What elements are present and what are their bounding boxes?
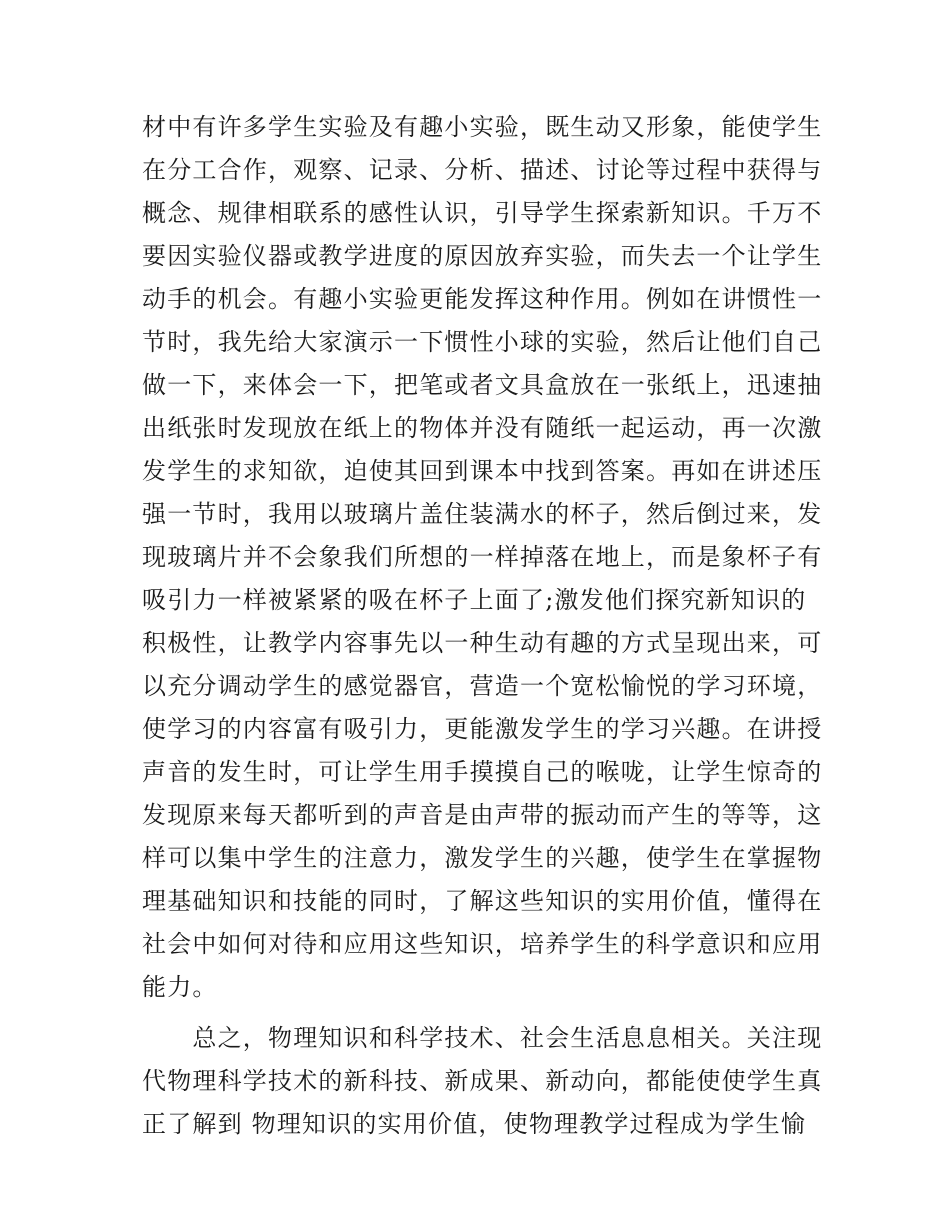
text-line: 样可以集中学生的注意力，激发学生的兴趣，使学生在掌握物: [142, 844, 823, 872]
text-line: 吸引力一样被紧紧的吸在杯子上面了;激发他们探究新知识的: [142, 586, 807, 614]
text-line: 以充分调动学生的感觉器官，营造一个宽松愉悦的学习环境，: [142, 672, 823, 700]
text-line: 出纸张时发现放在纸上的物体并没有随纸一起运动，再一次激: [142, 414, 823, 442]
text-line: 动手的机会。有趣小实验更能发挥这种作用。例如在讲惯性一: [142, 285, 823, 313]
text-line: 发学生的求知欲，迫使其回到课本中找到答案。再如在讲述压: [142, 457, 823, 485]
text-line: 社会中如何对待和应用这些知识，培养学生的科学意识和应用: [142, 930, 823, 958]
text-line: 强一节时，我用以玻璃片盖住装满水的杯子，然后倒过来，发: [142, 500, 823, 528]
text-line: 材中有许多学生实验及有趣小实验，既生动又形象，能使学生: [142, 113, 823, 141]
body-text: [142, 106, 822, 1146]
text-line: 声音的发生时，可让学生用手摸摸自己的喉咙，让学生惊奇的: [142, 758, 823, 786]
text-line: 在分工合作，观察、记录、分析、描述、讨论等过程中获得与: [142, 156, 823, 184]
text-line: 使学习的内容富有吸引力，更能激发学生的学习兴趣。在讲授: [142, 715, 823, 743]
text-line: 理基础知识和技能的同时，了解这些知识的实用价值，懂得在: [142, 887, 823, 915]
text-line: 做一下，来体会一下，把笔或者文具盒放在一张纸上，迅速抽: [142, 371, 823, 399]
text-line: 正了解到 物理知识的实用价值，使物理教学过程成为学生愉: [142, 1110, 807, 1138]
text-line: 现玻璃片并不会象我们所想的一样掉落在地上，而是象杯子有: [142, 543, 823, 571]
text-line: 要因实验仪器或教学进度的原因放弃实验，而失去一个让学生: [142, 242, 823, 270]
text-line: 代物理科学技术的新科技、新成果、新动向，都能使使学生真: [142, 1067, 823, 1095]
text-line: 积极性，让教学内容事先以一种生动有趣的方式呈现出来，可: [142, 629, 823, 657]
text-line: 发现原来每天都听到的声音是由声带的振动而产生的等等，这: [142, 801, 823, 829]
text-line: 概念、规律相联系的感性认识，引导学生探索新知识。千万不: [142, 199, 823, 227]
paragraph-1: [142, 106, 822, 1009]
paragraph-2: [142, 1017, 822, 1146]
text-line: 总之，物理知识和科学技术、社会生活息息相关。关注现: [142, 1024, 823, 1052]
text-line: 节时，我先给大家演示一下惯性小球的实验，然后让他们自己: [142, 328, 823, 356]
text-line: 能力。: [142, 973, 218, 1001]
paragraph-spacer: [142, 1009, 822, 1017]
